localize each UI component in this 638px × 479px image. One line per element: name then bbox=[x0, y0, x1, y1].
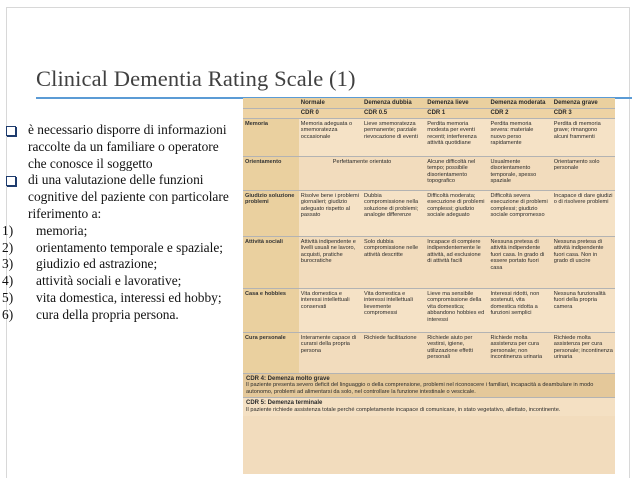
table-cell: Difficoltà severa esecuzione di problemi complessi; giudizio sociale compromesso bbox=[489, 191, 552, 237]
table-cell: Nessuna pretesa di attività indipendente fuori casa. Non in grado di uscire bbox=[552, 237, 615, 289]
table-cell: Perdita memoria severa: materiale nuovo perso rapidamente bbox=[489, 119, 552, 157]
header-cell bbox=[243, 98, 299, 108]
checkbox-bullet-icon bbox=[2, 172, 15, 222]
bullet-item bbox=[2, 172, 238, 222]
table-cell: Incapace di compiere indipendentemente le attività, ad esclusione di attività facili bbox=[425, 237, 488, 289]
cdr4-text: Il paziente presenta severo deficit del linguaggio o della comprensione, problemi nel riconoscere i familiari, incapacità a deambulare in modo autonomo, problemi ad alimentarsi da solo, nel controllare la funzione intestinale o vescicale. bbox=[246, 382, 594, 395]
item-number: 6) bbox=[2, 306, 14, 322]
cdr4-title: CDR 4: Demenza molto grave bbox=[246, 375, 330, 382]
item-number: 4) bbox=[2, 273, 14, 289]
bullet-list bbox=[2, 122, 238, 324]
item-number: 2) bbox=[2, 239, 14, 255]
cdr-cell: CDR 0 bbox=[299, 108, 362, 119]
numbered-item bbox=[2, 223, 238, 240]
table-cell: Interamente capace di curarsi della propria persona bbox=[299, 333, 362, 373]
cdr5-text: Il paziente richiede assistenza totale perché completamente incapace di comunicare, in stato vegetativo, allettato, incontinente. bbox=[246, 407, 561, 414]
category-cell: Cura personale bbox=[243, 333, 299, 373]
table-row bbox=[243, 191, 615, 237]
table-header-row bbox=[243, 98, 615, 108]
table-cell: Usualmente disorientamento temporale, spesso spaziale bbox=[489, 157, 552, 191]
header-cell: Demenza lieve bbox=[425, 98, 488, 108]
item-number: 1) bbox=[2, 222, 14, 238]
cdr-cell: CDR 2 bbox=[489, 108, 552, 119]
numbered-item bbox=[2, 307, 238, 324]
table-cell: Dubbia compromissione nella soluzione di problemi; analogie differenze bbox=[362, 191, 425, 237]
table-cell: Attività indipendente e livelli usuali ne lavoro, acquisti, pratiche burocratiche bbox=[299, 237, 362, 289]
category-cell: Orientamento bbox=[243, 157, 299, 191]
table-row bbox=[243, 237, 615, 289]
item-text: cura della propria persona. bbox=[36, 306, 179, 322]
table-cell: Orientamento solo personale bbox=[552, 157, 615, 191]
checkbox-bullet-icon bbox=[2, 122, 15, 172]
item-text: memoria; bbox=[36, 222, 88, 238]
item-text: orientamento temporale e spaziale; bbox=[36, 239, 224, 255]
header-cell: Demenza dubbia bbox=[362, 98, 425, 108]
table-row bbox=[243, 333, 615, 373]
table-cell: Interessi ridotti, non sostenuti, vita domestica ridotta a funzioni semplici bbox=[489, 289, 552, 333]
table-cell: Lieve smemoratezza permanente; parziale rievocazione di eventi bbox=[362, 119, 425, 157]
header-cell: Normale bbox=[299, 98, 362, 108]
table-cell: Lieve ma sensibile compromissione della vita domestica; abbandono hobbies ed interessi bbox=[425, 289, 488, 333]
cdr-cell bbox=[243, 108, 299, 119]
header-cell: Demenza grave bbox=[552, 98, 615, 108]
table-cell: Richiede molta assistenza per cura personale; non incontinenza urinaria bbox=[489, 333, 552, 373]
numbered-item bbox=[2, 273, 238, 290]
table-cell: Risolve bene i problemi giornalieri; giudizio adeguato rispetto al passato bbox=[299, 191, 362, 237]
table-cell: Richiede aiuto per vestirsi, igiene, utilizzazione effetti personali bbox=[425, 333, 488, 373]
cdr-cell: CDR 0.5 bbox=[362, 108, 425, 119]
table-row bbox=[243, 119, 615, 157]
bullet-text: è necessario disporre di informazioni raccolte da un familiare o operatore che conosce il soggetto bbox=[28, 122, 227, 171]
table-cell: Alcune difficoltà nel tempo; possibile disorientamento topografico bbox=[425, 157, 488, 191]
table-cell: Nessuna funzionalità fuori della propria camera bbox=[552, 289, 615, 333]
slide-title: Clinical Dementia Rating Scale (1) bbox=[36, 66, 356, 91]
numbered-item bbox=[2, 256, 238, 273]
item-number: 5) bbox=[2, 289, 14, 305]
table-cell: Solo dubbia compromissione nelle attività descritte bbox=[362, 237, 425, 289]
table-cell: Vita domestica e interessi intellettuali conservati bbox=[299, 289, 362, 333]
table-cell: Nessuna pretesa di attività indipendente fuori casa. In grado di essere portato fuori casa bbox=[489, 237, 552, 289]
table-cell: Perfettamente orientato bbox=[299, 157, 425, 191]
numbered-item bbox=[2, 290, 238, 307]
item-text: giudizio ed astrazione; bbox=[36, 256, 158, 272]
category-cell: Giudizio soluzione problemi bbox=[243, 191, 299, 237]
item-text: attività sociali e lavorative; bbox=[36, 273, 182, 289]
bullet-text: di una valutazione delle funzioni cognitive del paziente con particolare riferimento a: bbox=[28, 172, 229, 221]
table-cell: Incapace di dare giudizi o di risolvere problemi bbox=[552, 191, 615, 237]
table-cell: Perdita memoria modesta per eventi recenti; interferenza attività quotidiane bbox=[425, 119, 488, 157]
table-cell: Difficoltà moderata; esecuzione di problemi complessi; giudizio sociale adeguato bbox=[425, 191, 488, 237]
numbered-item bbox=[2, 240, 238, 257]
table-cell: Vita domestica e interessi intellettuali lievemente compromessi bbox=[362, 289, 425, 333]
cdr-cell: CDR 1 bbox=[425, 108, 488, 119]
table-cell: Memoria adeguata o smemoratezza occasionale bbox=[299, 119, 362, 157]
cdr-cell: CDR 3 bbox=[552, 108, 615, 119]
header-cell: Demenza moderata bbox=[489, 98, 552, 108]
cdr4-block bbox=[243, 373, 615, 398]
cdr-table-image bbox=[243, 98, 615, 474]
table-cell: Perdita di memoria grave; rimangono alcuni frammenti bbox=[552, 119, 615, 157]
category-cell: Memoria bbox=[243, 119, 299, 157]
category-cell: Casa e hobbies bbox=[243, 289, 299, 333]
cdr5-title: CDR 5: Demenza terminale bbox=[246, 400, 323, 407]
table-cell: Richiede molta assistenza per cura personale; incontinenza urinaria bbox=[552, 333, 615, 373]
table-row bbox=[243, 157, 615, 191]
item-text: vita domestica, interessi ed hobby; bbox=[36, 289, 222, 305]
table-row bbox=[243, 289, 615, 333]
cdr-level-row bbox=[243, 108, 615, 119]
item-number: 3) bbox=[2, 256, 14, 272]
cdr5-block bbox=[243, 397, 615, 415]
category-cell: Attività sociali bbox=[243, 237, 299, 289]
table-cell: Richiede facilitazione bbox=[362, 333, 425, 373]
bullet-item bbox=[2, 122, 238, 172]
